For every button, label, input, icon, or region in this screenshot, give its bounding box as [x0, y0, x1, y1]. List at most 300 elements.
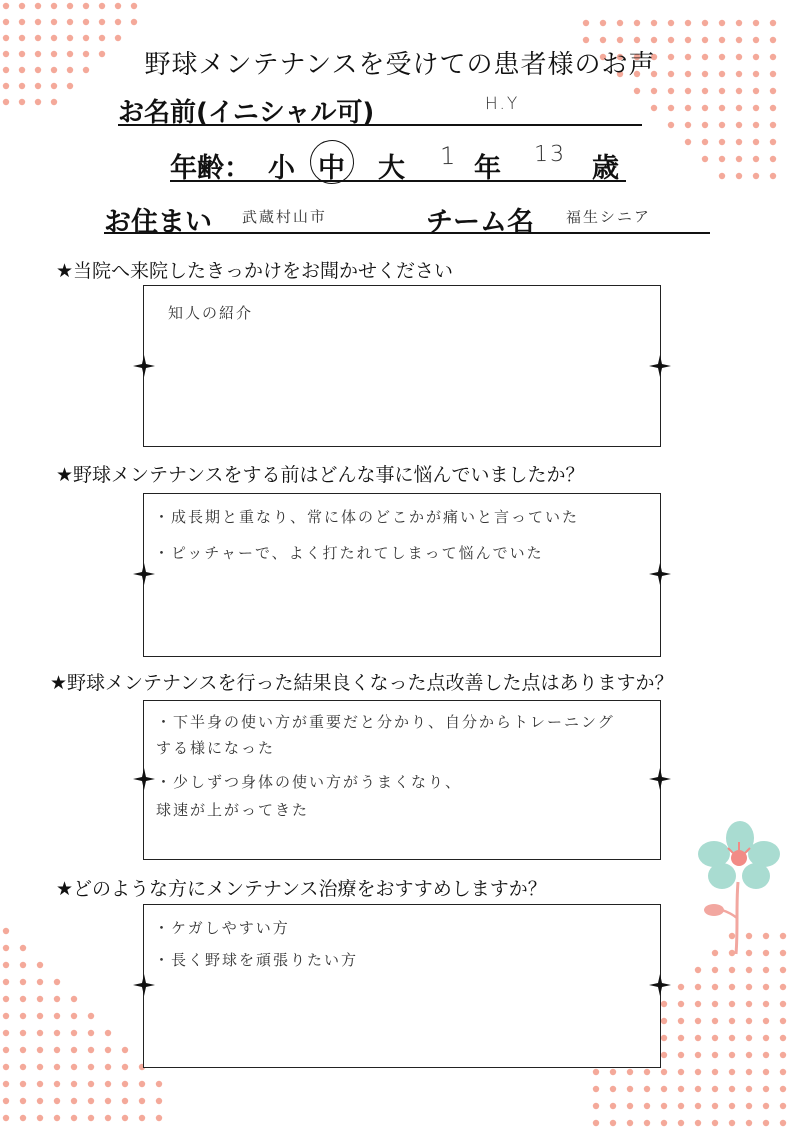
decor-dot [780, 1035, 786, 1041]
age-label: 年齢： [170, 153, 251, 184]
decor-dot [780, 1120, 786, 1126]
answer-line: する様になった [156, 739, 276, 757]
age-unit-label: 歳 [592, 153, 619, 184]
decor-dot [651, 20, 657, 26]
decor-dot [770, 156, 776, 162]
decor-dot [702, 156, 708, 162]
decor-dot [763, 1069, 769, 1075]
decor-dot [736, 122, 742, 128]
decor-dot [668, 20, 674, 26]
decor-dot [712, 1052, 718, 1058]
decor-dot [678, 1018, 684, 1024]
decor-dot [627, 1120, 633, 1126]
decor-dot [156, 1081, 162, 1087]
decor-dot [719, 20, 725, 26]
decor-dot [139, 1115, 145, 1121]
decor-dot [37, 1115, 43, 1121]
decor-dot [71, 1115, 77, 1121]
decor-dot [71, 1013, 77, 1019]
decor-dot [37, 1030, 43, 1036]
decor-dot [139, 1081, 145, 1087]
decor-dot [19, 83, 25, 89]
decor-dot [651, 37, 657, 43]
residence-underline [104, 232, 710, 234]
decor-dot [780, 984, 786, 990]
decor-dot [746, 1035, 752, 1041]
decor-dot [20, 979, 26, 985]
decor-dot [105, 1047, 111, 1053]
decor-dot [83, 19, 89, 25]
decor-dot [661, 1103, 667, 1109]
decor-dot [99, 3, 105, 9]
decor-dot [678, 1035, 684, 1041]
decor-dot [122, 1064, 128, 1070]
decor-dot [729, 1052, 735, 1058]
decor-dot [678, 1120, 684, 1126]
decor-dot [661, 1120, 667, 1126]
decor-dot [780, 1103, 786, 1109]
decor-dot [35, 99, 41, 105]
grade-label: 年 [474, 153, 501, 184]
decor-dot [685, 37, 691, 43]
decor-dot [729, 1035, 735, 1041]
answer-line: 球速が上がってきた [156, 801, 310, 819]
decor-dot [122, 1047, 128, 1053]
decor-dot [746, 984, 752, 990]
decor-dot [139, 1098, 145, 1104]
decor-dot [593, 1086, 599, 1092]
decor-dot [719, 173, 725, 179]
decor-dot [753, 20, 759, 26]
decor-dot [702, 105, 708, 111]
decor-dot [51, 99, 57, 105]
decor-dot [753, 105, 759, 111]
decor-dot [19, 3, 25, 9]
decor-dot [770, 20, 776, 26]
decor-dot [583, 20, 589, 26]
sparkle-icon [649, 563, 671, 585]
decor-dot [770, 139, 776, 145]
decor-dot [661, 1035, 667, 1041]
decor-dot [88, 1081, 94, 1087]
decor-dot [770, 173, 776, 179]
decor-dot [105, 1115, 111, 1121]
decor-dot [644, 1086, 650, 1092]
decor-dot [71, 1081, 77, 1087]
decor-dot [736, 20, 742, 26]
decor-dot [712, 967, 718, 973]
decor-dot [610, 1103, 616, 1109]
decor-dot [695, 967, 701, 973]
decor-dot [105, 1064, 111, 1070]
decor-dot [685, 122, 691, 128]
decor-dot [695, 1018, 701, 1024]
decor-dot [729, 967, 735, 973]
decor-dot [763, 1018, 769, 1024]
decor-dot [702, 139, 708, 145]
decor-dot [719, 105, 725, 111]
decor-dot [729, 1086, 735, 1092]
decor-dot [20, 1064, 26, 1070]
decor-dot [763, 967, 769, 973]
answer-line: ・長く野球を頑張りたい方 [154, 951, 359, 969]
decor-dot [695, 984, 701, 990]
answer-line: ・下半身の使い方が重要だと分かり、自分からトレーニング [156, 713, 615, 731]
decor-dot [54, 1098, 60, 1104]
answer-box-1 [143, 285, 661, 447]
age-option-large: 大 [378, 153, 405, 184]
decor-dot [3, 99, 9, 105]
decor-dot [678, 1103, 684, 1109]
decor-dot [54, 1047, 60, 1053]
decor-dot [37, 1047, 43, 1053]
decor-dot [3, 962, 9, 968]
decor-dot [746, 1069, 752, 1075]
decor-dot [644, 1120, 650, 1126]
decor-dot [20, 945, 26, 951]
decor-dot [753, 122, 759, 128]
decor-dot [763, 1120, 769, 1126]
decor-dot [617, 20, 623, 26]
decor-dot [719, 88, 725, 94]
decor-dot [3, 928, 9, 934]
decor-dot [627, 1103, 633, 1109]
question-heading-1: ★当院へ来院したきっかけをお聞かせください [56, 260, 454, 282]
question-heading-4: ★どのような方にメンテナンス治療をおすすめしますか？ [56, 878, 547, 900]
decor-dot [627, 1086, 633, 1092]
answer-box-4 [143, 904, 661, 1068]
decor-dot [763, 1001, 769, 1007]
decor-dot [634, 88, 640, 94]
decor-dot [770, 88, 776, 94]
age-value: 13 [533, 141, 567, 168]
decor-dot [780, 1001, 786, 1007]
sparkle-icon [133, 563, 155, 585]
decor-dot [3, 3, 9, 9]
decor-dot [593, 1069, 599, 1075]
decor-dot [105, 1098, 111, 1104]
decor-dot [695, 1001, 701, 1007]
decor-dot [88, 1115, 94, 1121]
answer-line: ・少しずつ身体の使い方がうまくなり、 [156, 773, 463, 791]
name-label: お名前(イニシャル可) [118, 98, 375, 128]
decor-dot [3, 1030, 9, 1036]
residence-value: 武蔵村山市 [241, 207, 328, 227]
decor-dot [668, 88, 674, 94]
decor-dot [37, 1098, 43, 1104]
age-underline [170, 180, 626, 182]
flower-icon [692, 820, 782, 960]
decor-dot [593, 1120, 599, 1126]
decor-dot [122, 1081, 128, 1087]
decor-dot [19, 99, 25, 105]
decor-dot [3, 1013, 9, 1019]
decor-dot [736, 37, 742, 43]
decor-dot [702, 88, 708, 94]
decor-dot [88, 1013, 94, 1019]
decor-dot [763, 1052, 769, 1058]
answer-box-3 [143, 700, 661, 860]
decor-dot [729, 1069, 735, 1075]
decor-dot [54, 979, 60, 985]
decor-dot [634, 37, 640, 43]
decor-dot [685, 139, 691, 145]
residence-label: お住まい [104, 207, 212, 238]
decor-dot [115, 35, 121, 41]
team-label: チーム名 [426, 207, 534, 238]
decor-dot [719, 122, 725, 128]
decor-dot [37, 1064, 43, 1070]
page-title: 野球メンテナンスを受けての患者様のお声 [144, 50, 656, 80]
decor-dot [67, 19, 73, 25]
decor-dot [644, 1069, 650, 1075]
decor-dot [610, 1120, 616, 1126]
decor-dot [71, 1098, 77, 1104]
decor-dot [763, 1035, 769, 1041]
decor-dot [99, 19, 105, 25]
decor-dot [695, 1052, 701, 1058]
decor-dot [115, 3, 121, 9]
decor-dot [695, 1035, 701, 1041]
decor-dot [719, 156, 725, 162]
decor-dot [156, 1098, 162, 1104]
decor-dot [3, 1098, 9, 1104]
decor-dot [3, 35, 9, 41]
decor-dot [67, 35, 73, 41]
age-option-middle: 中 [318, 153, 345, 184]
sparkle-icon [133, 974, 155, 996]
decor-dot [695, 1120, 701, 1126]
decor-dot [71, 1064, 77, 1070]
decor-dot [3, 996, 9, 1002]
decor-dot [37, 962, 43, 968]
decor-dot [695, 1069, 701, 1075]
decor-dot [51, 3, 57, 9]
decor-dot [736, 173, 742, 179]
decor-dot [736, 88, 742, 94]
decor-dot [651, 105, 657, 111]
decor-dot [712, 984, 718, 990]
decor-dot [3, 1047, 9, 1053]
decor-dot [780, 1086, 786, 1092]
decor-dot [37, 996, 43, 1002]
decor-dot [71, 996, 77, 1002]
decor-dot [753, 88, 759, 94]
decor-dot [678, 1069, 684, 1075]
decor-dot [770, 105, 776, 111]
decor-dot [54, 996, 60, 1002]
decor-dot [702, 20, 708, 26]
decor-dot [729, 1120, 735, 1126]
decor-dot [35, 3, 41, 9]
decor-dot [51, 19, 57, 25]
decor-dot [20, 1013, 26, 1019]
decor-dot [661, 1086, 667, 1092]
sparkle-icon [133, 768, 155, 790]
decor-dot [661, 1018, 667, 1024]
decor-dot [600, 37, 606, 43]
decor-dot [3, 1064, 9, 1070]
decor-dot [105, 1030, 111, 1036]
decor-dot [678, 1086, 684, 1092]
answer-line: ・成長期と重なり、常に体のどこかが痛いと言っていた [154, 508, 580, 526]
decor-dot [695, 1103, 701, 1109]
decor-dot [156, 1115, 162, 1121]
decor-dot [719, 139, 725, 145]
decor-dot [702, 37, 708, 43]
decor-dot [83, 3, 89, 9]
decor-dot [661, 1069, 667, 1075]
decor-dot [719, 37, 725, 43]
decor-dot [67, 83, 73, 89]
decor-dot [712, 1035, 718, 1041]
decor-dot [35, 83, 41, 89]
answer-line: ・ケガしやすい方 [154, 919, 290, 937]
question-heading-3: ★野球メンテナンスを行った結果良くなった点改善した点はありますか？ [50, 672, 674, 694]
decor-dot [88, 1064, 94, 1070]
decor-dot [746, 1120, 752, 1126]
decor-dot [746, 1103, 752, 1109]
decor-dot [3, 1115, 9, 1121]
decor-dot [685, 105, 691, 111]
decor-dot [661, 1052, 667, 1058]
decor-dot [67, 3, 73, 9]
decor-dot [51, 83, 57, 89]
decor-dot [702, 122, 708, 128]
decor-dot [71, 1030, 77, 1036]
decor-dot [780, 1069, 786, 1075]
decor-dot [712, 1120, 718, 1126]
decor-dot [736, 139, 742, 145]
decor-dot [617, 37, 623, 43]
decor-dot [753, 37, 759, 43]
sparkle-icon [649, 974, 671, 996]
decor-dot [88, 1030, 94, 1036]
decor-dot [51, 35, 57, 41]
decor-dot [678, 984, 684, 990]
decor-dot [695, 1086, 701, 1092]
decor-dot [712, 1103, 718, 1109]
decor-dot [770, 37, 776, 43]
decor-dot [770, 122, 776, 128]
decor-dot [610, 1069, 616, 1075]
decor-dot [763, 1086, 769, 1092]
decor-dot [3, 83, 9, 89]
decor-dot [729, 1018, 735, 1024]
decor-dot [678, 1001, 684, 1007]
decor-dot [600, 20, 606, 26]
decor-dot [668, 105, 674, 111]
decor-dot [678, 1052, 684, 1058]
decor-dot [627, 1069, 633, 1075]
decor-dot [644, 1103, 650, 1109]
decor-dot [131, 19, 137, 25]
decor-dot [115, 19, 121, 25]
decor-dot [122, 1098, 128, 1104]
decor-dot [88, 1098, 94, 1104]
decor-dot [54, 1081, 60, 1087]
decor-dot [668, 37, 674, 43]
decor-dot [780, 1052, 786, 1058]
decor-dot [20, 1098, 26, 1104]
age-option-small: 小 [268, 153, 295, 184]
decor-dot [54, 1030, 60, 1036]
question-heading-2: ★野球メンテナンスをする前はどんな事に悩んでいましたか？ [56, 464, 585, 486]
answer-box-2 [143, 493, 661, 657]
decor-dot [54, 1064, 60, 1070]
decor-dot [685, 88, 691, 94]
decor-dot [634, 20, 640, 26]
decor-dot [19, 19, 25, 25]
decor-dot [3, 1081, 9, 1087]
decor-dot [3, 979, 9, 985]
decor-dot [131, 3, 137, 9]
decor-dot [763, 1103, 769, 1109]
team-value: 福生シニア [565, 207, 652, 227]
decor-dot [105, 1081, 111, 1087]
decor-dot [35, 19, 41, 25]
decor-dot [668, 122, 674, 128]
decor-dot [20, 996, 26, 1002]
decor-dot [763, 984, 769, 990]
decor-dot [780, 1018, 786, 1024]
decor-dot [54, 1013, 60, 1019]
decor-dot [3, 945, 9, 951]
decor-dot [20, 962, 26, 968]
decor-dot [88, 1047, 94, 1053]
decor-dot [746, 967, 752, 973]
decor-dot [753, 139, 759, 145]
decor-dot [753, 156, 759, 162]
decor-dot [712, 1001, 718, 1007]
decor-dot [20, 1047, 26, 1053]
decor-dot [780, 967, 786, 973]
decor-dot [20, 1030, 26, 1036]
decor-dot [83, 35, 89, 41]
decor-dot [37, 1081, 43, 1087]
grade-value: 1 [439, 141, 458, 171]
decor-dot [753, 173, 759, 179]
decor-dot [712, 1069, 718, 1075]
decor-dot [19, 35, 25, 41]
decor-dot [736, 156, 742, 162]
decor-dot [593, 1103, 599, 1109]
decor-dot [122, 1115, 128, 1121]
decor-dot [20, 1081, 26, 1087]
decor-dot [583, 37, 589, 43]
decor-dot [746, 1001, 752, 1007]
decor-dot [712, 1018, 718, 1024]
name-value: H.Y [484, 93, 520, 115]
sparkle-icon [133, 355, 155, 377]
name-underline [118, 124, 642, 126]
decor-dot [729, 1103, 735, 1109]
decor-dot [661, 1001, 667, 1007]
decor-dot [3, 19, 9, 25]
decor-dot [746, 1018, 752, 1024]
decor-dot [37, 979, 43, 985]
decor-dot [99, 35, 105, 41]
sparkle-icon [649, 355, 671, 377]
decor-dot [729, 984, 735, 990]
decor-dot [685, 20, 691, 26]
decor-dot [729, 1001, 735, 1007]
answer-line: ・ピッチャーで、よく打たれてしまって悩んでいた [154, 544, 544, 562]
decor-dot [37, 1013, 43, 1019]
decor-dot [746, 1086, 752, 1092]
decor-dot [20, 1115, 26, 1121]
decor-dot [651, 88, 657, 94]
